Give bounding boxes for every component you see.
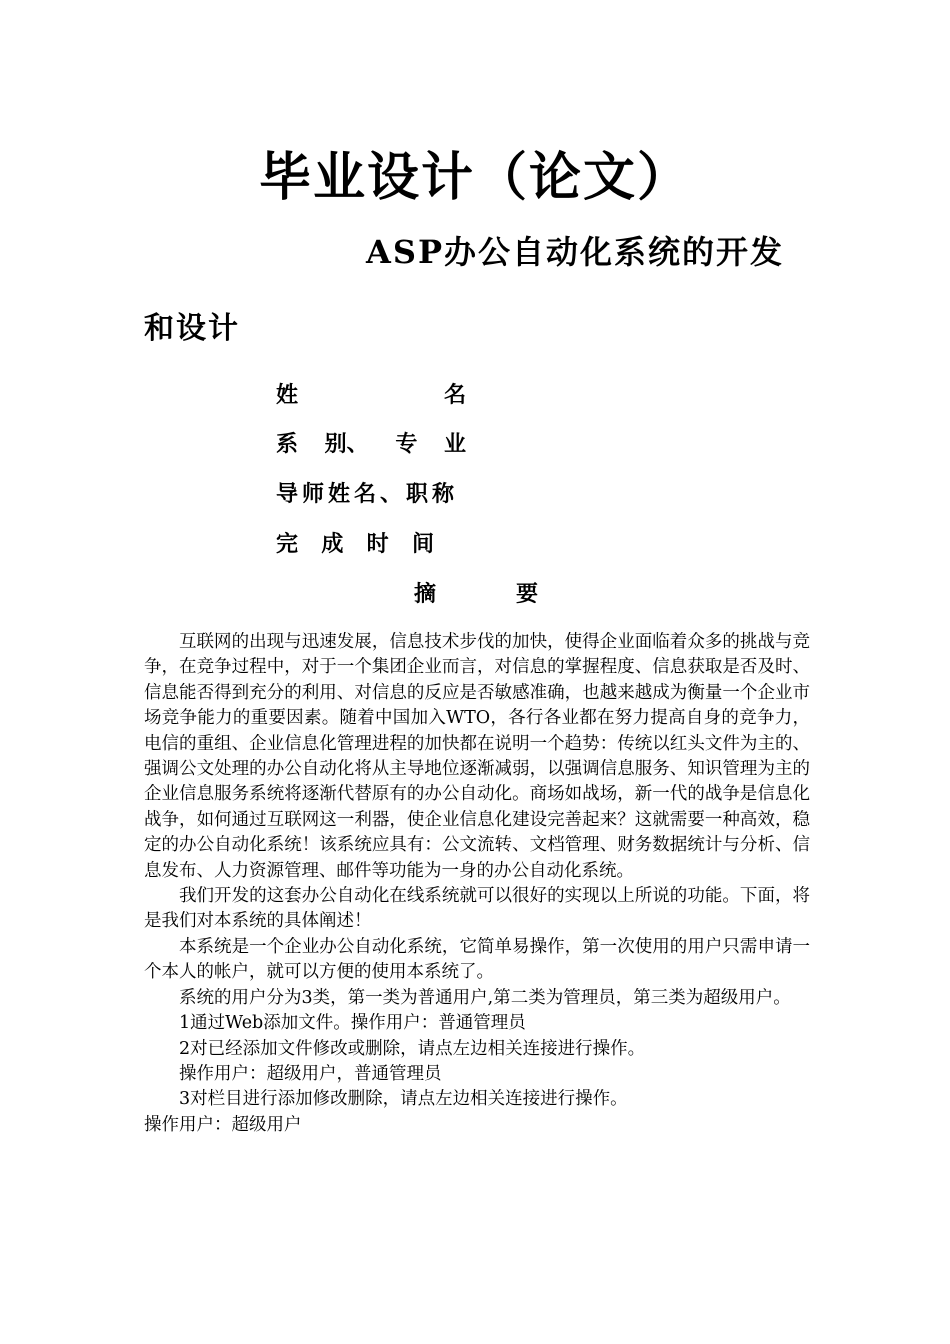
name-field-label <box>276 380 466 410</box>
completion-label-char: 时 <box>366 531 389 557</box>
thesis-subtitle-line-1: ASP办公自动化系统的开发 <box>366 233 785 271</box>
completion-time-field-label <box>276 529 434 559</box>
department-label-part: 别、 <box>324 431 369 457</box>
function-item: 3对栏目进行添加修改删除，请点左边相关连接进行操作。 <box>179 1089 628 1110</box>
department-label-part: 系 <box>276 431 299 457</box>
function-item: 2对已经添加文件修改或删除，请点左边相关连接进行操作。 <box>179 1038 646 1059</box>
abstract-heading-char: 摘 <box>414 581 437 607</box>
name-label-char: 名 <box>443 382 466 408</box>
name-label-char: 姓 <box>276 382 299 408</box>
thesis-title: 毕业设计（论文） <box>258 147 691 208</box>
abstract-paragraph: 我们开发的这套办公自动化在线系统就可以很好的实现以上所说的功能。下面，将是我们对本系统的具体阐述！ <box>144 886 810 932</box>
department-label-part: 业 <box>443 431 466 457</box>
department-label-part: 专 <box>395 431 418 457</box>
function-item-users: 操作用户：超级用户，普通管理员 <box>179 1063 442 1084</box>
function-item: 1通过Web添加文件。操作用户：普通管理员 <box>179 1013 526 1034</box>
completion-label-char: 完 <box>276 531 299 557</box>
function-item-users: 操作用户：超级用户 <box>144 1114 302 1135</box>
abstract-body <box>144 630 810 1138</box>
advisor-field-label: 导师姓名、职称 <box>276 481 459 507</box>
abstract-paragraph: 系统的用户分为3类，第一类为普通用户,第二类为管理员，第三类为超级用户。 <box>179 987 791 1008</box>
abstract-heading <box>414 578 538 610</box>
thesis-subtitle-line-2: 和设计 <box>144 311 240 346</box>
abstract-paragraph: 互联网的出现与迅速发展，信息技术步伐的加快，使得企业面临着众多的挑战与竞争，在竞争过程中，对于一个集团企业而言，对信息的掌握程度、信息获取是否及时、信息能否得到充分的利用、对信息的反应是否敏感准确，也越来越成为衡量一个企业市场竞争能力的重要因素。随着中国加入WTO，各行各业都在努力提高自身的竞争力，电信的重组、企业信息化管理进程的加快都在说明一个趋势：传统以红头文件为主的、强调公文处理的办公自动化将从主导地位逐渐减弱，以强调信息服务、知识管理为主的企业信息服务系统将逐渐代替原有的办公自动化。商场如战场，新一代的战争是信息化战争，如何通过互联网这一利器，使企业信息化建设完善起来？这就需要一种高效，稳定的办公自动化系统！该系统应具有：公文流转、文档管理、财务数据统计与分析、信息发布、人力资源管理、邮件等功能为一身的办公自动化系统。 <box>144 632 810 881</box>
department-field-label <box>276 429 466 459</box>
abstract-heading-char: 要 <box>515 581 538 607</box>
completion-label-char: 间 <box>411 531 434 557</box>
abstract-paragraph: 本系统是一个企业办公自动化系统，它简单易操作，第一次使用的用户只需申请一个本人的帐户，就可以方便的使用本系统了。 <box>144 936 810 983</box>
completion-label-char: 成 <box>321 531 344 557</box>
